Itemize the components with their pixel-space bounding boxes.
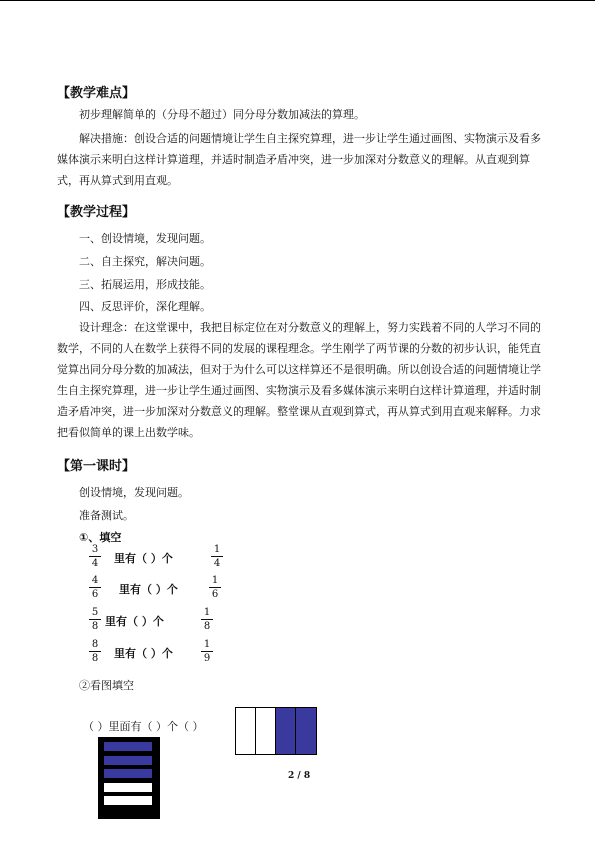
bar-cell-filled <box>276 708 296 754</box>
fraction-bar <box>89 556 101 557</box>
process-step-3: 三、拓展运用，形成技能。 <box>79 278 211 291</box>
fraction-right <box>201 639 213 664</box>
process-step-2: 二、自主探究，解决问题。 <box>79 255 211 268</box>
denominator: 6 <box>211 589 219 600</box>
row-text: 里有（ ）个 <box>105 615 164 628</box>
heading-first-lesson: 【第一课时】 <box>57 459 136 474</box>
denominator: 4 <box>91 558 99 569</box>
numerator: 4 <box>91 575 99 586</box>
fraction-left <box>89 607 101 632</box>
fraction-left <box>89 639 101 664</box>
row-text: 里有（ ）个 <box>114 552 173 565</box>
bar-cell-empty <box>256 708 276 754</box>
denominator: 8 <box>91 621 99 632</box>
numerator: 8 <box>91 639 99 650</box>
stack-stripe-filled <box>104 769 152 778</box>
denominator: 8 <box>203 621 211 632</box>
lesson-line-create-situation: 创设情境，发现问题。 <box>79 486 189 499</box>
denominator: 4 <box>213 558 221 569</box>
fraction-bar <box>201 619 213 620</box>
fraction-right <box>201 607 213 632</box>
fraction-bar <box>89 619 101 620</box>
question-2-fill-text: （ ）里面有（ ）个（ ） <box>83 720 204 733</box>
process-step-1: 一、创设情境，发现问题。 <box>79 232 211 245</box>
heading-teaching-process: 【教学过程】 <box>57 205 136 220</box>
lesson-line-prepare-test: 准备测试。 <box>79 509 134 522</box>
fraction-bar-figure <box>235 707 317 755</box>
row-text: 里有（ ）个 <box>119 583 178 596</box>
numerator: 1 <box>203 639 211 650</box>
process-step-4: 四、反思评价，深化理解。 <box>79 300 211 313</box>
denominator: 9 <box>203 653 211 664</box>
fraction-bar <box>201 651 213 652</box>
fraction-bar <box>89 651 101 652</box>
numerator: 1 <box>211 575 219 586</box>
question-2-title: ②看图填空 <box>79 679 134 692</box>
numerator: 1 <box>203 607 211 618</box>
fraction-right <box>209 575 221 600</box>
stack-stripe-empty <box>104 796 152 805</box>
fraction-left <box>89 575 101 600</box>
stack-stripe-empty <box>104 783 152 792</box>
fraction-bar <box>89 587 101 588</box>
fraction-bar <box>211 556 223 557</box>
fraction-stack-figure <box>98 737 160 819</box>
fraction-bar <box>209 587 221 588</box>
design-philosophy-paragraph: 设计理念：在这堂课中，我把目标定位在对分数意义的理解上，努力实践着不同的人学习不同的数学，不同的人在数学上获得不同的发展的课程理念。学生刚学了两节课的分数的初步认识，能凭直觉算出同分母分数的加减法，但对于为什么可以这样算还不是很明确。所以创设合适的问题情境让学生自主探究算理，进一步让学生通过画图、实物演示及看多媒体演示来明白这样计算道理，并适时制造矛盾冲突，进一步加深对分数意义的理解。整堂课从直观到算式，再从算式到用直观来解释。力求把看似简单的课上出数学味。 <box>57 321 541 439</box>
denominator: 6 <box>91 589 99 600</box>
page-number: 2 / 8 <box>288 771 311 781</box>
heading-teaching-difficulty: 【教学难点】 <box>57 86 136 101</box>
row-text: 里有（ ）个 <box>114 647 173 660</box>
question-1-title: ①、填空 <box>79 531 122 544</box>
stack-stripe-filled <box>104 742 152 751</box>
difficulty-paragraph-1: 初步理解简单的（分母不超过）同分母分数加减法的算理。 <box>79 108 365 121</box>
numerator: 3 <box>91 544 99 555</box>
bar-cell-filled <box>296 708 316 754</box>
stack-stripe-filled <box>104 756 152 765</box>
page-top-border <box>0 0 595 1</box>
denominator: 8 <box>91 653 99 664</box>
bar-cell-empty <box>236 708 256 754</box>
fraction-right <box>211 544 223 569</box>
fraction-left <box>89 544 101 569</box>
numerator: 5 <box>91 607 99 618</box>
numerator: 1 <box>213 544 221 555</box>
difficulty-paragraph-2: 解决措施：创设合适的问题情境让学生自主探究算理，进一步让学生通过画图、实物演示及看多媒体演示来明白这样计算道理，并适时制造矛盾冲突，进一步加深对分数意义的理解。从直观到算式，再从算式到用直观。 <box>57 132 541 187</box>
